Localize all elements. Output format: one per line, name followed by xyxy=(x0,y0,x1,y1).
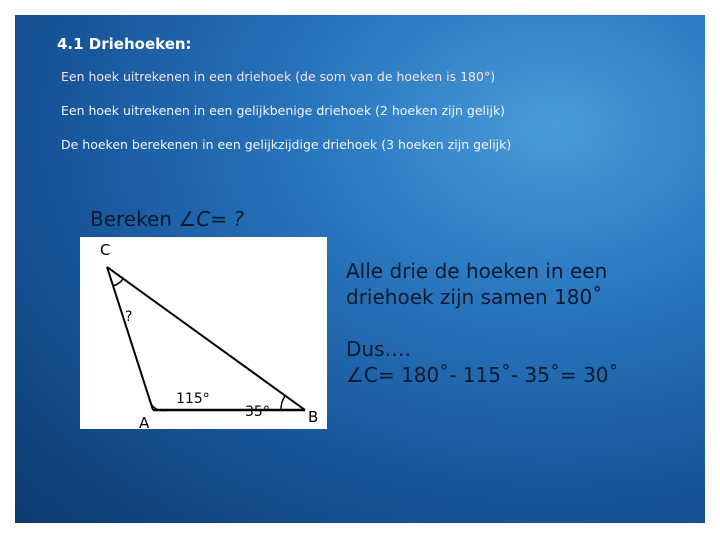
angle-b-arc xyxy=(281,396,285,410)
vertex-a-label: A xyxy=(139,414,150,429)
angle-b-label: 35° xyxy=(245,404,270,420)
question-angle: ∠C= ? xyxy=(178,207,244,231)
vertex-c-label: C xyxy=(100,241,111,259)
angle-a-label: 115° xyxy=(176,391,210,407)
angle-c-arc xyxy=(113,279,123,286)
side-ca xyxy=(107,267,153,410)
explanation-line-2: Dus…. xyxy=(346,337,411,361)
explanation-line-1: Alle drie de hoeken in een driehoek zijn samen 180˚ xyxy=(346,259,608,309)
bullet-text: Een hoek uitrekenen in een driehoek (de som van de hoeken is 180°) xyxy=(61,69,496,84)
vertex-b-label: B xyxy=(308,408,319,426)
explanation-line-3: ∠C= 180˚- 115˚- 35˚= 30˚ xyxy=(346,363,619,387)
angle-c-label: ? xyxy=(125,309,133,325)
slide-background xyxy=(15,15,705,523)
bullet-item xyxy=(43,69,511,103)
bullet-item xyxy=(43,137,511,171)
explanation-text xyxy=(346,258,686,388)
slide-heading: 4.1 Driehoeken: xyxy=(57,35,192,53)
side-cb xyxy=(107,267,305,410)
bullet-list xyxy=(43,69,511,171)
bullet-text: De hoeken berekenen in een gelijkzijdige driehoek (3 hoeken zijn gelijk) xyxy=(61,137,512,152)
question-prefix: Bereken xyxy=(90,207,172,231)
bullet-text: Een hoek uitrekenen in een gelijkbenige driehoek (2 hoeken zijn gelijk) xyxy=(61,103,506,118)
triangle-figure xyxy=(80,237,327,429)
triangle-diagram xyxy=(80,237,327,429)
question-text xyxy=(90,207,244,231)
bullet-item xyxy=(43,103,511,137)
